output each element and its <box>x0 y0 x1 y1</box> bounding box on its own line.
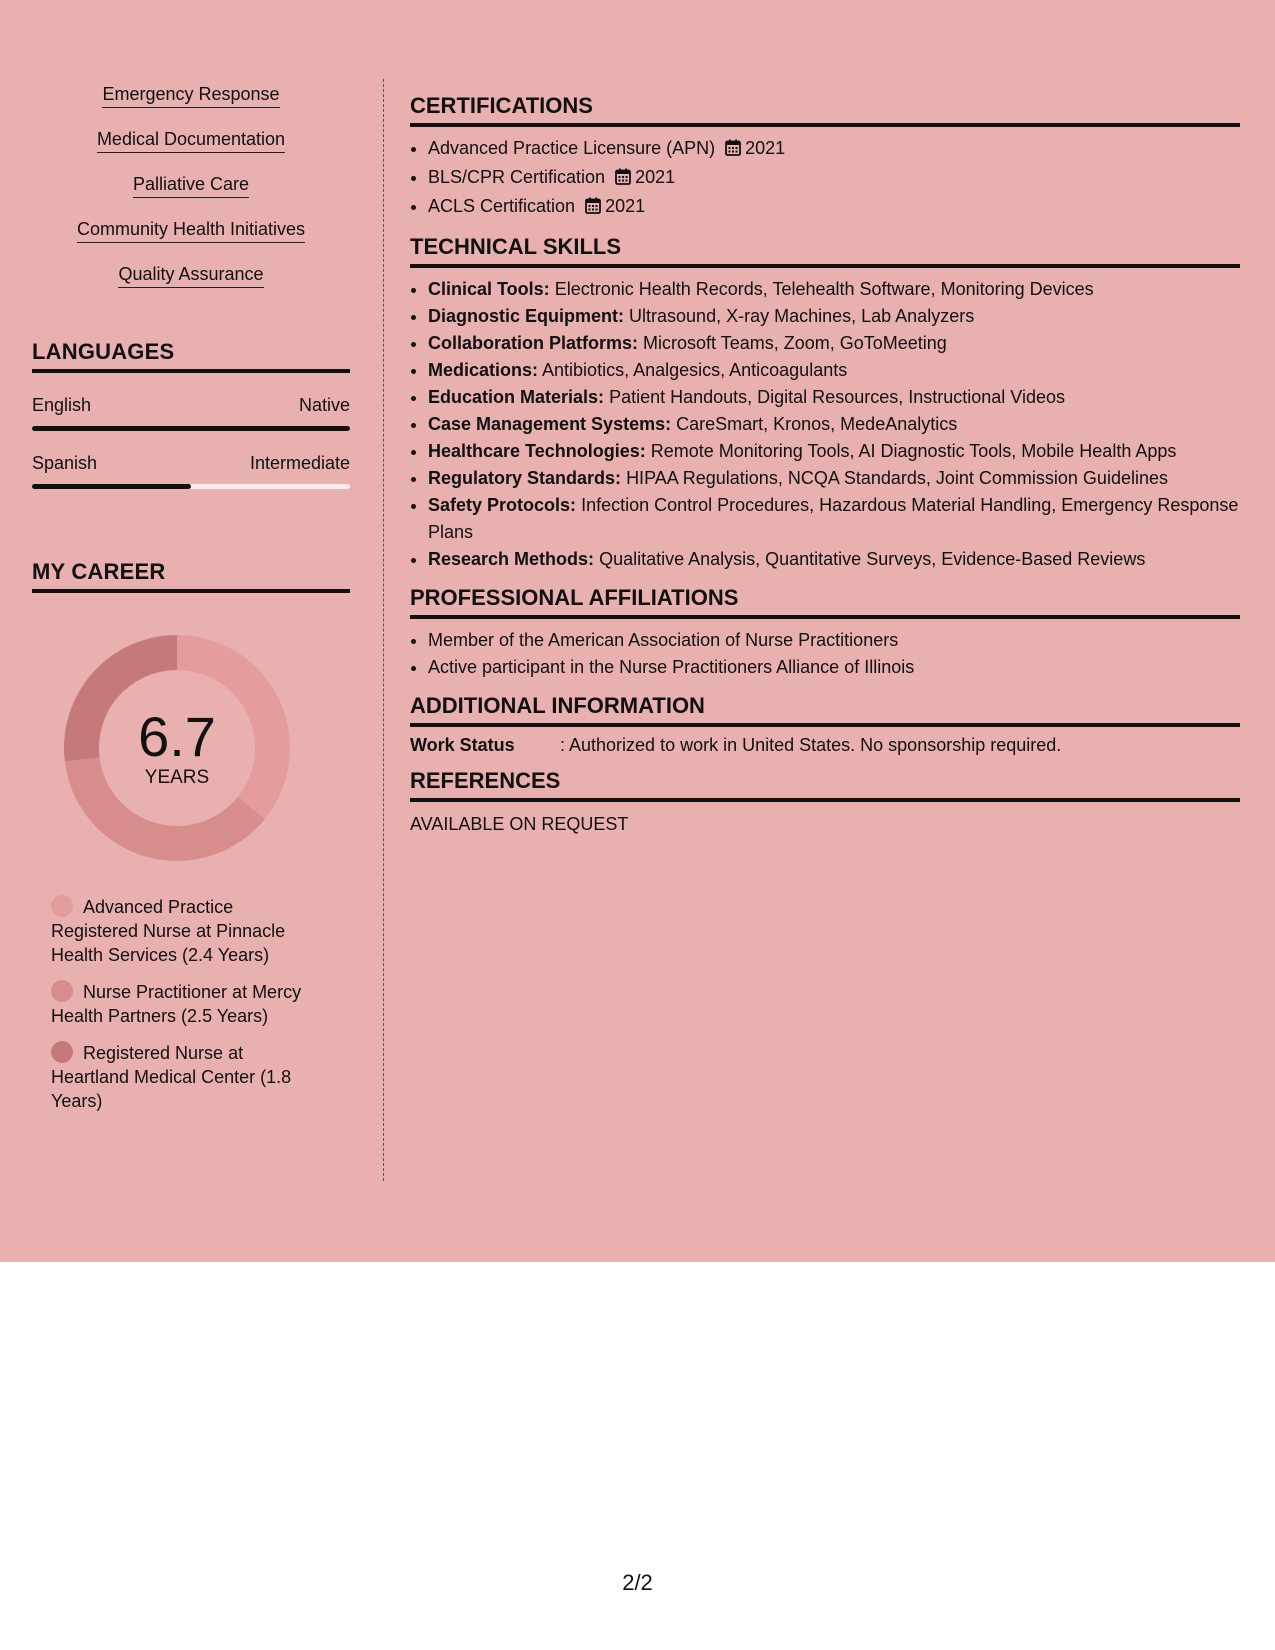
languages-list <box>32 395 350 489</box>
skill-item <box>32 84 350 129</box>
work-status-row <box>410 735 1240 756</box>
technical-skill-value: Infection Control Procedures, Hazardous Material Handling, Emergency Response Plans <box>428 495 1239 542</box>
certification-item <box>428 135 1240 164</box>
technical-skill-value: Remote Monitoring Tools, AI Diagnostic Tools, Mobile Health Apps <box>650 441 1177 461</box>
skill-item <box>32 219 350 264</box>
certification-year: 2021 <box>605 196 646 216</box>
language-proficiency-bar <box>32 484 350 489</box>
skill-label: Palliative Care <box>133 174 249 198</box>
career-total-value: 6.7 <box>138 705 216 768</box>
calendar-icon <box>585 195 601 222</box>
skill-label: Medical Documentation <box>97 129 285 153</box>
technical-skills-title: TECHNICAL SKILLS <box>410 234 1240 268</box>
certification-item <box>428 164 1240 193</box>
legend-dot-icon <box>51 895 73 917</box>
technical-skill-label: Case Management Systems: <box>428 414 672 434</box>
technical-skill-value: Ultrasound, X-ray Machines, Lab Analyzers <box>629 306 975 326</box>
career-legend <box>51 895 321 1113</box>
technical-skill-item <box>428 303 1240 330</box>
additional-info-title: ADDITIONAL INFORMATION <box>410 693 1240 727</box>
affiliations-section <box>410 585 1240 681</box>
technical-skill-value: Microsoft Teams, Zoom, GoToMeeting <box>643 333 947 353</box>
language-name: Spanish <box>32 453 98 473</box>
languages-title: LANGUAGES <box>32 339 350 373</box>
technical-skill-label: Medications: <box>428 360 539 380</box>
affiliation-item: • Active participant in the Nurse Practitioners Alliance of Illinois <box>428 654 1240 681</box>
technical-skill-value: Antibiotics, Analgesics, Anticoagulants <box>542 360 848 380</box>
certification-year: 2021 <box>745 138 786 158</box>
affiliations-list <box>410 627 1240 681</box>
skill-label: Community Health Initiatives <box>77 219 305 243</box>
technical-skill-item <box>428 330 1240 357</box>
technical-skill-item <box>428 276 1240 303</box>
technical-skill-item <box>428 411 1240 438</box>
technical-skills-section <box>410 234 1240 573</box>
certification-item <box>428 193 1240 222</box>
technical-skill-label: Healthcare Technologies: <box>428 441 646 461</box>
certifications-section <box>410 93 1240 222</box>
languages-section <box>32 339 350 489</box>
technical-skill-label: Diagnostic Equipment: <box>428 306 625 326</box>
career-total <box>62 633 292 863</box>
technical-skill-value: Electronic Health Records, Telehealth Software, Monitoring Devices <box>554 279 1094 299</box>
page-number: 2/2 <box>622 1570 653 1595</box>
career-donut <box>62 633 292 863</box>
language-level: Intermediate <box>249 453 350 473</box>
language-row <box>32 395 350 416</box>
technical-skill-item <box>428 438 1240 465</box>
calendar-icon <box>725 137 741 164</box>
references-text: AVAILABLE ON REQUEST <box>410 814 629 834</box>
career-legend-item <box>51 895 321 967</box>
technical-skill-label: Collaboration Platforms: <box>428 333 639 353</box>
right-column <box>410 93 1240 847</box>
language-proficiency-fill <box>32 426 350 431</box>
affiliations-title: PROFESSIONAL AFFILIATIONS <box>410 585 1240 619</box>
language-proficiency-fill <box>32 484 191 489</box>
technical-skill-label: Regulatory Standards: <box>428 468 622 488</box>
left-column <box>32 84 350 1126</box>
technical-skill-value: Patient Handouts, Digital Resources, Instructional Videos <box>609 387 1065 407</box>
career-legend-item <box>51 980 321 1028</box>
technical-skill-label: Research Methods: <box>428 549 595 569</box>
skills-list <box>32 84 350 309</box>
technical-skill-item <box>428 357 1240 384</box>
technical-skill-label: Clinical Tools: <box>428 279 550 299</box>
skill-label: Emergency Response <box>102 84 279 108</box>
certification-name: Advanced Practice Licensure (APN) <box>428 138 716 158</box>
language-proficiency-bar <box>32 426 350 431</box>
affiliation-item: • Member of the American Association of Nurse Practitioners <box>428 627 1240 654</box>
certifications-list <box>410 135 1240 222</box>
calendar-icon <box>615 166 631 193</box>
technical-skill-value: CareSmart, Kronos, MedeAnalytics <box>676 414 958 434</box>
career-section <box>32 559 350 1113</box>
language-level: Native <box>298 395 350 415</box>
technical-skills-list <box>410 276 1240 573</box>
career-legend-item <box>51 1041 321 1113</box>
skill-item <box>32 264 350 309</box>
career-title: MY CAREER <box>32 559 350 593</box>
career-legend-label: Advanced Practice Registered Nurse at Pinnacle Health Services (2.4 Years) <box>51 897 286 965</box>
language-name: English <box>32 395 92 415</box>
skill-item <box>32 129 350 174</box>
references-section <box>410 768 1240 835</box>
certification-year: 2021 <box>635 167 676 187</box>
technical-skill-item <box>428 492 1240 546</box>
technical-skill-value: Qualitative Analysis, Quantitative Surveys, Evidence-Based Reviews <box>599 549 1146 569</box>
technical-skill-label: Education Materials: <box>428 387 605 407</box>
career-legend-label: Nurse Practitioner at Mercy Health Partners (2.5 Years) <box>51 982 302 1026</box>
legend-dot-icon <box>51 980 73 1002</box>
technical-skill-item <box>428 384 1240 411</box>
technical-skill-item <box>428 546 1240 573</box>
additional-info-section <box>410 693 1240 756</box>
work-status-value: : Authorized to work in United States. No sponsorship required. <box>560 735 1062 755</box>
certifications-title: CERTIFICATIONS <box>410 93 1240 127</box>
skill-label: Quality Assurance <box>118 264 263 288</box>
technical-skill-label: Safety Protocols: <box>428 495 577 515</box>
work-status-key: Work Status <box>410 735 515 755</box>
skill-item <box>32 174 350 219</box>
certification-name: BLS/CPR Certification <box>428 167 606 187</box>
language-row <box>32 453 350 474</box>
certification-name: ACLS Certification <box>428 196 576 216</box>
technical-skill-item <box>428 465 1240 492</box>
technical-skill-value: HIPAA Regulations, NCQA Standards, Joint Commission Guidelines <box>626 468 1168 488</box>
references-title: REFERENCES <box>410 768 1240 802</box>
career-legend-label: Registered Nurse at Heartland Medical Center (1.8 Years) <box>51 1043 292 1111</box>
career-total-unit: YEARS <box>144 767 210 788</box>
legend-dot-icon <box>51 1041 73 1063</box>
column-divider <box>383 79 384 1181</box>
